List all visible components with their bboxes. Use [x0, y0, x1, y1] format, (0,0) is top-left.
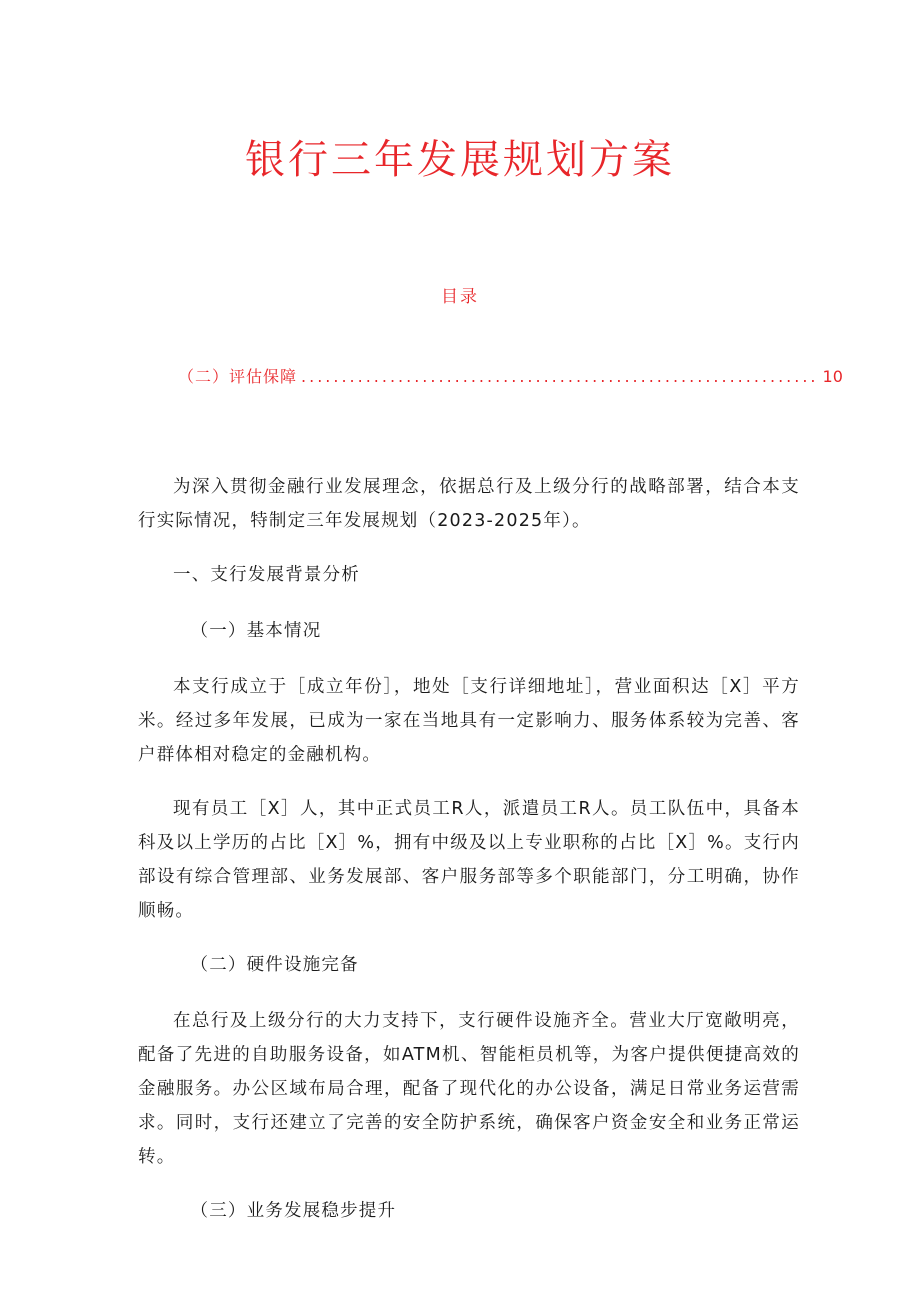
- body-paragraph: 本支行成立于［成立年份］，地处［支行详细地址］，营业面积达［X］平方米。经过多年发展，已成为一家在当地具有一定影响力、服务体系较为完善、客户群体相对稳定的金融机构。: [138, 677, 800, 765]
- section-heading: 一、支行发展背景分析: [173, 565, 360, 585]
- body-paragraph: 现有员工［X］人，其中正式员工R人，派遣员工R人。员工队伍中，具备本科及以上学历的占比［X］%，拥有中级及以上专业职称的占比［X］%。支行内部设有综合管理部、业务发展部、客户服务部等多个职能部门，分工明确，协作顺畅。: [138, 799, 800, 921]
- toc-entry-label: （二）评估保障: [178, 367, 298, 386]
- body-paragraph: 在总行及上级分行的大力支持下，支行硬件设施齐全。营业大厅宽敞明亮，配备了先进的自助服务设备，如ATM机、智能柜员机等，为客户提供便捷高效的金融服务。办公区域布局合理，配备了现代化的办公设备，满足日常业务运营需求。同时，支行还建立了完善的安全防护系统，确保客户资金安全和业务正常运转。: [138, 1011, 800, 1167]
- subsection-heading: （二）硬件设施完备: [190, 955, 359, 975]
- intro-paragraph: 为深入贯彻金融行业发展理念，依据总行及上级分行的战略部署，结合本支行实际情况，特制定三年发展规划（2023-2025年）。: [138, 477, 800, 531]
- toc-entry-page-number: 10: [822, 367, 843, 386]
- toc-entry[interactable]: [178, 364, 843, 387]
- toc-entry-leader: ................................................................: [301, 367, 819, 386]
- document-title: 银行三年发展规划方案: [245, 137, 675, 183]
- toc-heading: 目录: [441, 287, 479, 307]
- subsection-heading: （一）基本情况: [190, 621, 322, 641]
- document-body: [138, 470, 800, 1250]
- subsection-heading: （三）业务发展稳步提升: [190, 1201, 397, 1221]
